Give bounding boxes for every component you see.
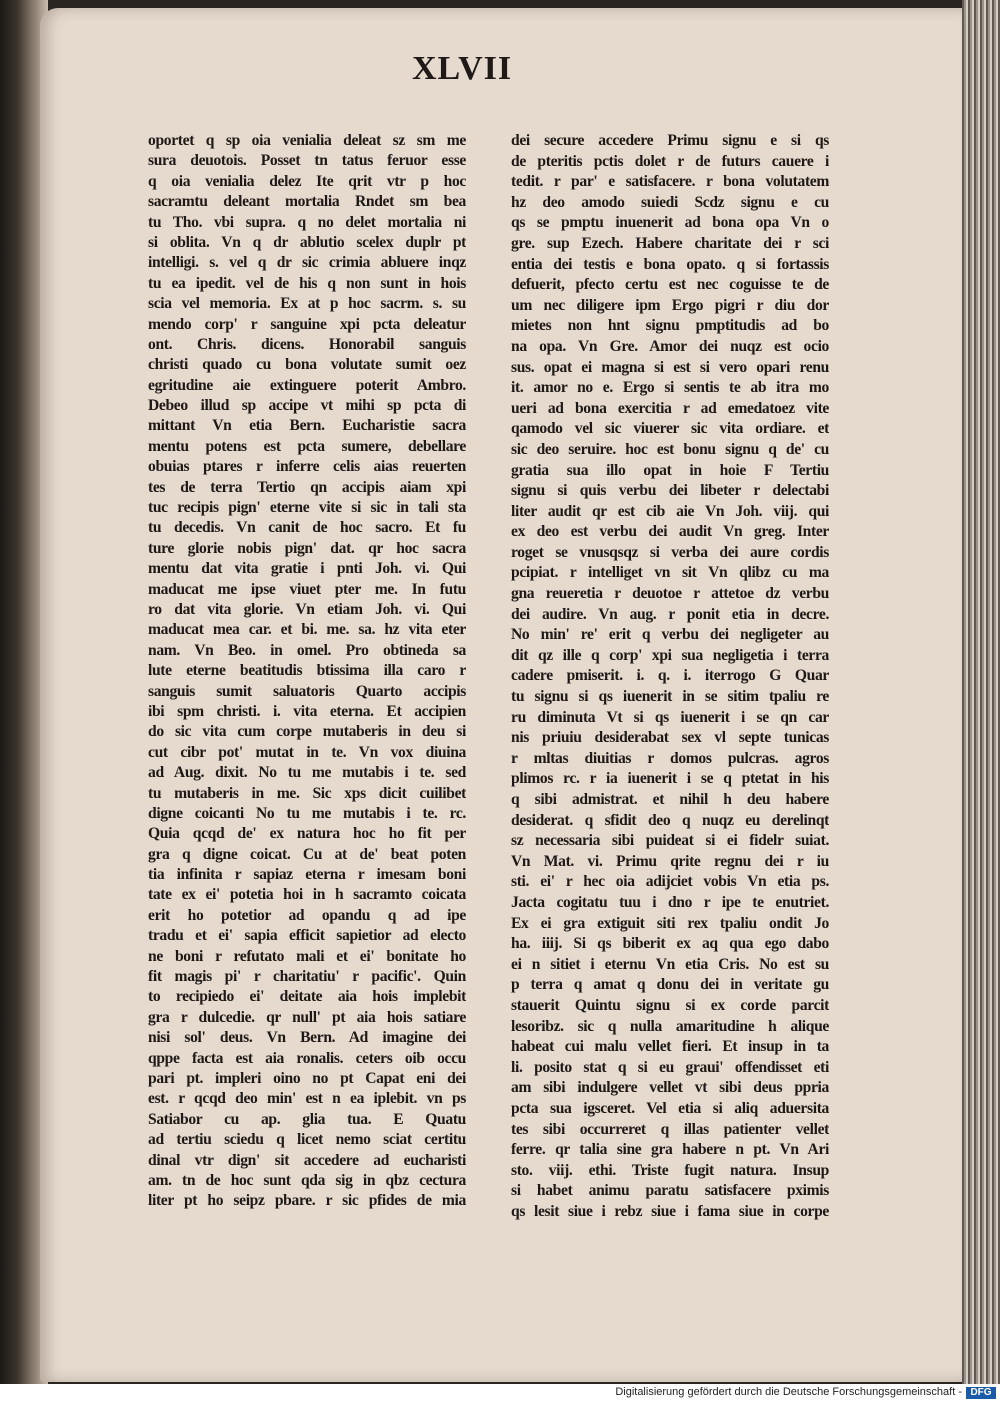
- text-line: liter pt ho seipz pbare. r sic pfides de mia: [148, 1192, 466, 1210]
- text-line: tes sibi occurreret q illas patienter vellet: [511, 1120, 829, 1138]
- text-line: tes de terra Tertio qn accipis aiam xpi: [148, 478, 466, 496]
- text-line: plimos rc. r ia iuenerit i se q ptetat in his: [511, 770, 829, 788]
- text-line: lesoribz. sic q nulla amaritudine h alique: [511, 1017, 829, 1035]
- text-line: Satiabor cu ap. glia tua. E Quatu: [148, 1110, 466, 1128]
- text-line: signu si quis verbu dei libeter r delectabi: [511, 482, 829, 500]
- text-line: tu decedis. Vn canit de hoc sacro. Et fu: [148, 519, 466, 537]
- text-line: erit ho potetior ad opandu q ad ipe: [148, 906, 466, 924]
- text-line: est. r qcqd deo min' est n ea iplebit. vn ps: [148, 1090, 466, 1108]
- text-line: defuerit, pfecto certu est nec coguisse te de: [511, 276, 829, 294]
- text-line: na opa. Vn Gre. Amor dei nuqz est ocio: [511, 337, 829, 355]
- text-line: ex deo est verbu dei audit Vn greg. Inter: [511, 523, 829, 541]
- funding-credit: Digitalisierung gefördert durch die Deutsche Forschungsgemeinschaft -: [615, 1386, 962, 1398]
- text-line: sus. opat ei magna si est si vero opari renu: [511, 358, 829, 376]
- text-line: stauerit Quintu signu si ex corde parcit: [511, 996, 829, 1014]
- text-line: entia dei testis e bona opato. q si fortassis: [511, 255, 829, 273]
- text-line: pcipiat. r intelliget vn sit Vn qlibz cu ma: [511, 564, 829, 582]
- text-line: ture glorie nobis pign' dat. qr hoc sacra: [148, 539, 466, 557]
- text-line: oportet q sp oia venialia deleat sz sm me: [148, 132, 466, 149]
- dfg-logo: DFG: [966, 1387, 996, 1399]
- text-line: sto. viij. ethi. Triste fugit natura. Insup: [511, 1161, 829, 1179]
- footer-bar: [0, 1384, 1000, 1402]
- text-line: tu ea ipedit. vel de his q non sunt in hois: [148, 274, 466, 292]
- text-line: ad Aug. dixit. No tu me mutabis i te. sed: [148, 764, 466, 782]
- text-line: q sibi admistrat. et nihil h deu habere: [511, 791, 829, 808]
- text-line: am sibi indulgere vellet vt sibi deus ppria: [511, 1079, 829, 1097]
- text-line: ibi spm christi. i. vita eterna. Et accipien: [148, 702, 466, 720]
- text-line: qppe facta est aia ronalis. ceters oib occu: [148, 1049, 466, 1067]
- text-line: digne coicanti No tu me mutabis i te. rc.: [148, 804, 466, 822]
- text-line: si oblita. Vn q dr ablutio scelex duplr pt: [148, 233, 466, 251]
- text-line: obuias ptares r inferre celis aias reuerten: [148, 458, 466, 476]
- page-stack-edges: [962, 0, 1000, 1384]
- text-line: Quia qcqd de' ex natura hoc ho fit per: [148, 825, 466, 843]
- text-line: tia infinita r sapiaz eterna r imesam boni: [148, 866, 466, 884]
- text-line: gra r dulcedie. qr null' pt aia hois satiare: [148, 1008, 466, 1026]
- text-line: liter audit qr est cib aie Vn Joh. viij. qui: [511, 502, 829, 520]
- text-line: ru diminuta Vt si qs iuenerit i se qn car: [511, 708, 829, 726]
- text-line: maducat me ipse viuet pter me. In futu: [148, 580, 466, 598]
- text-line: do sic vita cum corpe mutaberis in deu si: [148, 723, 466, 741]
- text-line: ei n sitiet i eternu Vn etia Cris. No est su: [511, 955, 829, 973]
- text-line: nisi sol' deus. Vn Bern. Ad imagine dei: [148, 1029, 466, 1047]
- text-line: scia vel memoria. Ex at p hoc sacrm. s. su: [148, 295, 466, 313]
- text-line: de pteritis pctis dolet r de futurs cauere i: [511, 152, 829, 170]
- text-line: intelligi. s. vel q dr sic crimia abluere inqz: [148, 254, 466, 272]
- text-line: pari pt. impleri oino no pt Capat eni dei: [148, 1069, 466, 1087]
- text-line: um nec diligere ipm Ergo pigri r diu dor: [511, 296, 829, 314]
- text-line: it. amor no e. Ergo si sentis te ab itra mo: [511, 379, 829, 397]
- text-line: sanguis sumit saluatoris Quarto accipis: [148, 682, 466, 700]
- text-line: desiderat. q sfidit deo q nuqz eu derelinqt: [511, 811, 829, 829]
- text-line: ad tertiu sciedu q licet nemo sciat certitu: [148, 1131, 466, 1149]
- text-line: ueri ad bona exercitia r ad emedatoez vite: [511, 399, 829, 417]
- text-line: cadere pmiserit. i. q. i. iterrogo G Quar: [511, 667, 829, 685]
- text-line: sz necessaria sibi puideat si ei fidelr suiat.: [511, 832, 829, 850]
- text-line: cut cibr pot' mutat in te. Vn vox diuina: [148, 743, 466, 761]
- text-line: tu signu si qs iuenerit in se sitim tpaliu re: [511, 688, 829, 706]
- text-line: dit qz ille q corp' xpi sua negligetia i terra: [511, 646, 829, 664]
- text-line: sura deuotois. Posset tn tatus feruor esse: [148, 152, 466, 170]
- text-line: tate ex ei' potetia hoi in h sacramto coicata: [148, 886, 466, 904]
- text-line: fit magis pi' r charitatiu' r pacific'. Quin: [148, 968, 466, 986]
- text-line: Ex ei gra extiguit siti rex tpaliu ondit Jo: [511, 914, 829, 932]
- text-line: dei secure accedere Primu signu e si qs: [511, 132, 829, 149]
- text-line: nis priuiu desiderabat sex vl septe tunicas: [511, 729, 829, 747]
- text-line: mentu dat vita gratie i pnti Joh. vi. Qui: [148, 560, 466, 578]
- text-line: tradu et ei' sapia efficit sapietior ad electo: [148, 927, 466, 945]
- text-line: habeat cui malu vellet fieri. Et insup in ta: [511, 1038, 829, 1056]
- text-line: Jacta cogitatu tuu i dno r ipe te enutriet.: [511, 893, 829, 911]
- text-line: Vn Mat. vi. Primu qrite regnu dei r iu: [511, 852, 829, 870]
- text-line: gre. sup Ezech. Habere charitate dei r sci: [511, 234, 829, 252]
- text-line: am. tn de hoc sunt qda sig in qbz cectura: [148, 1171, 466, 1189]
- text-line: maducat mea car. et bi. me. sa. hz vita eter: [148, 621, 466, 639]
- text-line: qs se pmptu inuenerit ad bona opa Vn o: [511, 214, 829, 232]
- text-line: ferre. qr talia sine gra habere n pt. Vn Ari: [511, 1141, 829, 1159]
- text-line: mietes non hnt signu pmptitudis ad bo: [511, 317, 829, 335]
- text-line: sacramtu deleant mortalia Rndet sm bea: [148, 193, 466, 211]
- text-line: tuc recipis pign' eterne vite si sic in tali sta: [148, 499, 466, 517]
- text-line: gna reueretia r deuotoe r attetoe dz verbu: [511, 585, 829, 603]
- text-line: roget se vnusqsqz si verba dei aure cordis: [511, 543, 829, 561]
- text-line: egritudine aie extinguere poterit Ambro.: [148, 376, 466, 394]
- text-line: li. posito stat q si eu graui' offendisset eti: [511, 1058, 829, 1076]
- text-line: dinal vtr dign' sit accedere ad eucharisti: [148, 1151, 466, 1169]
- text-line: q oia venialia delez Ite qrit vtr p hoc: [148, 172, 466, 190]
- text-line: to recipiedo ei' deitate aia hois implebit: [148, 988, 466, 1006]
- text-line: sic deo seruire. hoc est bonu signu q de' cu: [511, 440, 829, 458]
- text-column-right: [511, 131, 829, 1222]
- text-column-left: [148, 131, 466, 1212]
- text-line: ont. Chris. dicens. Honorabil sanguis: [148, 335, 466, 353]
- text-line: r mltas diuitias r domos pulcras. agros: [511, 749, 829, 767]
- text-line: qamodo vel sic viuerer sic vita ordiare. et: [511, 420, 829, 438]
- text-line: lute eterne beatitudis btissima illa caro r: [148, 662, 466, 680]
- text-line: ne boni r refutato mali et ei' bonitate ho: [148, 947, 466, 965]
- text-line: ha. iiij. Si qs biberit ex aq qua ego dabo: [511, 935, 829, 953]
- text-line: Debeo illud sp accipe vt mihi sp pcta di: [148, 397, 466, 415]
- text-line: gra q digne coicat. Cu at de' beat poten: [148, 845, 466, 863]
- text-line: mittant Vn etia Bern. Eucharistie sacra: [148, 417, 466, 435]
- folio-number: XLVII: [412, 50, 513, 87]
- text-line: mendo corp' r sanguine xpi pcta deleatur: [148, 315, 466, 333]
- text-line: hz deo amodo suiedi Scdz signu e cu: [511, 193, 829, 211]
- text-line: tedit. r par' e satisfacere. r bona volutatem: [511, 173, 829, 191]
- text-line: tu mutaberis in me. Sic xps dicit cuilibet: [148, 784, 466, 802]
- text-line: No min' re' erit q verbu dei negligeter au: [511, 626, 829, 644]
- text-line: gratia sua illo opat in hoie F Tertiu: [511, 461, 829, 479]
- text-line: qs lesit siue i rebz siue i fama siue in corpe: [511, 1202, 829, 1220]
- text-line: ro dat vita glorie. Vn etiam Joh. vi. Qui: [148, 600, 466, 618]
- text-line: pcta sua igsceret. Vel etia si aliq aduersita: [511, 1099, 829, 1117]
- text-line: sti. ei' r hec oia adijciet vobis Vn etia ps.: [511, 873, 829, 891]
- text-line: christi quado cu bona volutate sumit oez: [148, 356, 466, 374]
- text-line: si habet animu paratu satisfacere pximis: [511, 1182, 829, 1200]
- text-line: p terra q amat q donu dei in veritate gu: [511, 976, 829, 994]
- text-line: nam. Vn Beo. in omel. Pro obtineda sa: [148, 641, 466, 659]
- text-line: dei audire. Vn aug. r ponit etia in decre.: [511, 605, 829, 623]
- text-line: mentu potens est pcta sumere, debellare: [148, 437, 466, 455]
- text-line: tu Tho. vbi supra. q no delet mortalia ni: [148, 213, 466, 231]
